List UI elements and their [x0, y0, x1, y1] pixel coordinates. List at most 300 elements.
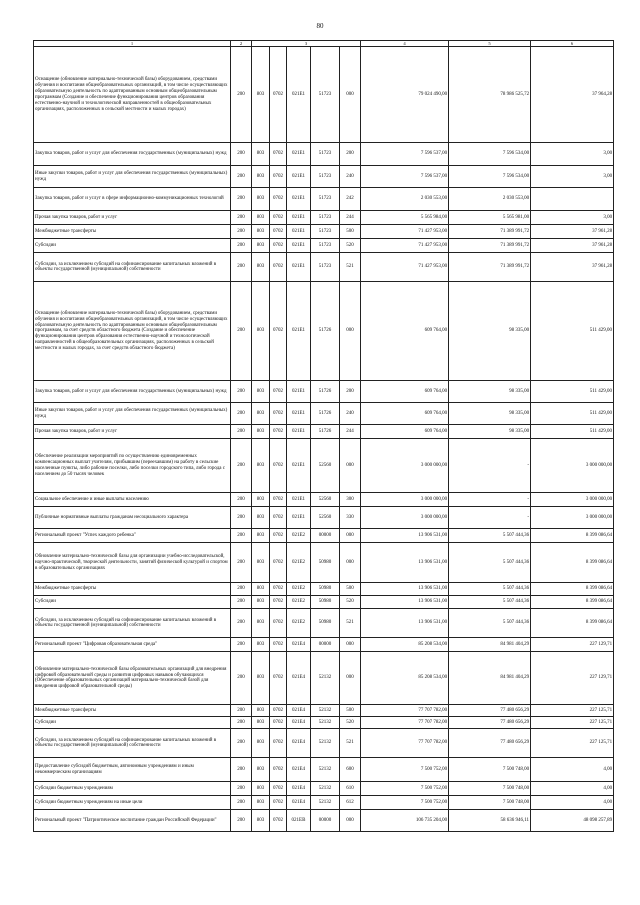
code-section: 0702	[270, 810, 287, 832]
code-department: 803	[252, 717, 270, 729]
code-section: 0702	[270, 796, 287, 810]
code-target-article: 021E4	[287, 717, 311, 729]
code-admin: 200	[231, 225, 252, 239]
amount-remaining: 8 399 086,64	[531, 583, 614, 596]
code-department: 803	[252, 810, 270, 832]
code-target-direction: 51726	[311, 425, 340, 439]
amount-executed: 5 507 444,36	[449, 583, 531, 596]
code-section: 0702	[270, 439, 287, 493]
code-target-article: 021E1	[287, 143, 311, 166]
code-section: 0702	[270, 782, 287, 796]
code-expense-type: 612	[340, 796, 361, 810]
code-target-article: 021E1	[287, 381, 311, 403]
code-section: 0702	[270, 596, 287, 609]
code-target-article: 021E1	[287, 507, 311, 529]
code-section: 0702	[270, 403, 287, 425]
code-department: 803	[252, 253, 270, 282]
row-name: Субсидии	[34, 717, 231, 729]
code-admin: 200	[231, 47, 252, 143]
code-department: 803	[252, 166, 270, 188]
row-name: Прочая закупка товаров, работ и услуг	[34, 211, 231, 225]
amount-planned: 7 596 537,00	[361, 143, 449, 166]
code-target-article: 021E2	[287, 543, 311, 583]
row-name: Межбюджетные трансферты	[34, 705, 231, 717]
amount-planned: 3 000 000,00	[361, 507, 449, 529]
code-target-direction: 50980	[311, 596, 340, 609]
code-expense-type: 520	[340, 239, 361, 253]
amount-remaining: 37 961,28	[531, 253, 614, 282]
amount-executed: 7 500 748,00	[449, 758, 531, 782]
code-admin: 200	[231, 439, 252, 493]
code-section: 0702	[270, 543, 287, 583]
table-row	[34, 758, 614, 782]
code-department: 803	[252, 425, 270, 439]
code-department: 803	[252, 439, 270, 493]
code-admin: 200	[231, 638, 252, 652]
code-target-article: 021E4	[287, 796, 311, 810]
code-admin: 200	[231, 381, 252, 403]
amount-planned: 13 906 531,00	[361, 543, 449, 583]
amount-planned: 85 208 534,00	[361, 652, 449, 705]
code-section: 0702	[270, 188, 287, 211]
column-number: 4	[361, 41, 449, 47]
code-department: 803	[252, 705, 270, 717]
code-admin: 200	[231, 796, 252, 810]
amount-planned: 13 906 531,00	[361, 609, 449, 638]
code-target-article: 021E2	[287, 596, 311, 609]
code-target-direction: 52560	[311, 493, 340, 507]
code-expense-type: 521	[340, 253, 361, 282]
code-admin: 200	[231, 543, 252, 583]
table-row	[34, 211, 614, 225]
amount-executed: 77 480 656,29	[449, 705, 531, 717]
code-department: 803	[252, 188, 270, 211]
amount-executed: -	[449, 439, 531, 493]
code-department: 803	[252, 638, 270, 652]
amount-remaining: 227 125,71	[531, 705, 614, 717]
amount-remaining: 37 961,28	[531, 225, 614, 239]
code-admin: 200	[231, 425, 252, 439]
code-expense-type: 244	[340, 425, 361, 439]
table-row	[34, 596, 614, 609]
table-row	[34, 529, 614, 543]
amount-remaining: 4,00	[531, 782, 614, 796]
amount-remaining: 3 000 000,00	[531, 439, 614, 493]
code-expense-type: 521	[340, 729, 361, 758]
code-admin: 200	[231, 188, 252, 211]
code-target-direction: 51723	[311, 166, 340, 188]
amount-remaining: 511 429,00	[531, 425, 614, 439]
code-target-article: 021E1	[287, 225, 311, 239]
amount-executed: 5 507 444,36	[449, 543, 531, 583]
code-section: 0702	[270, 282, 287, 381]
code-section: 0702	[270, 638, 287, 652]
row-name: Закупка товаров, работ и услуг для обеспечения государственных (муниципальных) нужд	[34, 381, 231, 403]
table-row	[34, 493, 614, 507]
amount-executed: 7 596 534,00	[449, 143, 531, 166]
code-target-article: 021E4	[287, 705, 311, 717]
amount-remaining	[531, 188, 614, 211]
code-section: 0702	[270, 225, 287, 239]
row-name: Закупка товаров, работ и услуг в сфере информационно-коммуникационных технологий	[34, 188, 231, 211]
code-target-direction: 51726	[311, 403, 340, 425]
row-name: Прочая закупка товаров, работ и услуг	[34, 425, 231, 439]
amount-planned: 77 707 782,00	[361, 729, 449, 758]
table-row	[34, 543, 614, 583]
amount-planned: 5 565 984,00	[361, 211, 449, 225]
code-target-direction: 00000	[311, 810, 340, 832]
amount-remaining: 8 399 086,64	[531, 543, 614, 583]
code-target-direction: 50980	[311, 543, 340, 583]
code-expense-type: 200	[340, 381, 361, 403]
row-name: Субсидии	[34, 239, 231, 253]
amount-planned: 106 735 204,00	[361, 810, 449, 832]
column-number: 1	[34, 41, 231, 47]
code-section: 0702	[270, 239, 287, 253]
code-section: 0702	[270, 166, 287, 188]
table-row	[34, 253, 614, 282]
code-department: 803	[252, 47, 270, 143]
code-expense-type: 000	[340, 529, 361, 543]
amount-remaining: 48 098 257,89	[531, 810, 614, 832]
amount-executed: 5 507 444,36	[449, 529, 531, 543]
amount-planned: 609 764,00	[361, 403, 449, 425]
row-name: Оснащение (обновление материально-технической базы) оборудованием, средствами обучения и воспитания общеобразовательных организаций, в том числе осуществляющих образовательную деятельность по адаптированным основным общеобразовательным программам, за счет средств областного бюджета (Создание и обеспечение функционирования центров образования естественно-научной и технологической направленностей в общеобразовательных организациях, расположенных в сельской местности и малых городах, за счет средств областного бюджета)	[34, 282, 231, 381]
code-section: 0702	[270, 758, 287, 782]
code-expense-type: 520	[340, 717, 361, 729]
amount-remaining: 227 125,71	[531, 717, 614, 729]
code-target-direction: 51723	[311, 188, 340, 211]
table-row	[34, 143, 614, 166]
amount-planned: 85 208 534,00	[361, 638, 449, 652]
amount-planned: 2 030 553,00	[361, 188, 449, 211]
row-name: Обеспечение реализации мероприятий по осуществлению единовременных компенсационных выплат учителям, прибывшим (переехавшим) на работу в сельские населенные пункты, либо рабочие поселки, либо поселки городского типа, либо города с населением до 50 тысяч человек	[34, 439, 231, 493]
row-name: Обновление материально-технической базы для организации учебно-исследовательской, научно-практической, творческой деятельности, занятий физической культурой и спортом в образовательных организациях	[34, 543, 231, 583]
amount-planned: 13 906 531,00	[361, 583, 449, 596]
code-admin: 200	[231, 529, 252, 543]
code-expense-type: 300	[340, 493, 361, 507]
amount-executed: 84 981 404,29	[449, 652, 531, 705]
code-expense-type: 000	[340, 810, 361, 832]
amount-executed: 98 335,00	[449, 282, 531, 381]
code-target-direction: 51723	[311, 47, 340, 143]
row-name: Иные закупки товаров, работ и услуг для обеспечения государственных (муниципальных) нужд	[34, 403, 231, 425]
amount-planned: 71 427 953,00	[361, 253, 449, 282]
amount-planned: 609 764,00	[361, 425, 449, 439]
code-department: 803	[252, 381, 270, 403]
table-row	[34, 638, 614, 652]
code-target-article: 021E1	[287, 166, 311, 188]
amount-executed: 58 636 946,11	[449, 810, 531, 832]
amount-remaining: 37 964,28	[531, 47, 614, 143]
code-target-article: 021E4	[287, 652, 311, 705]
code-section: 0702	[270, 507, 287, 529]
code-section: 0702	[270, 717, 287, 729]
amount-planned: 77 707 782,00	[361, 705, 449, 717]
code-target-article: 021E1	[287, 493, 311, 507]
code-admin: 200	[231, 758, 252, 782]
table-row	[34, 381, 614, 403]
amount-executed: 84 981 404,29	[449, 638, 531, 652]
amount-executed: 7 500 748,00	[449, 796, 531, 810]
amount-remaining: 227 125,71	[531, 729, 614, 758]
code-target-direction: 00000	[311, 638, 340, 652]
code-department: 803	[252, 225, 270, 239]
row-name: Иные закупки товаров, работ и услуг для обеспечения государственных (муниципальных) нужд	[34, 166, 231, 188]
code-department: 803	[252, 609, 270, 638]
code-admin: 200	[231, 403, 252, 425]
code-target-direction: 51723	[311, 253, 340, 282]
amount-executed: 98 335,00	[449, 403, 531, 425]
amount-planned: 71 427 953,00	[361, 225, 449, 239]
code-section: 0702	[270, 425, 287, 439]
row-name: Межбюджетные трансферты	[34, 583, 231, 596]
code-expense-type: 521	[340, 609, 361, 638]
code-department: 803	[252, 282, 270, 381]
code-expense-type: 520	[340, 596, 361, 609]
amount-remaining: 4,00	[531, 758, 614, 782]
table-row	[34, 47, 614, 143]
row-name: Региональный проект "Патриотическое воспитание граждан Российской Федерации"	[34, 810, 231, 832]
code-expense-type: 000	[340, 543, 361, 583]
code-admin: 200	[231, 253, 252, 282]
code-section: 0702	[270, 381, 287, 403]
amount-remaining: 8 399 086,64	[531, 596, 614, 609]
table-row	[34, 225, 614, 239]
code-target-direction: 52560	[311, 507, 340, 529]
code-department: 803	[252, 652, 270, 705]
code-admin: 200	[231, 652, 252, 705]
code-department: 803	[252, 493, 270, 507]
code-admin: 200	[231, 810, 252, 832]
code-admin: 200	[231, 782, 252, 796]
amount-executed: 7 500 748,00	[449, 782, 531, 796]
code-section: 0702	[270, 583, 287, 596]
amount-executed: 71 389 991,72	[449, 253, 531, 282]
code-target-article: 021E4	[287, 638, 311, 652]
page-number: 80	[316, 22, 324, 30]
code-admin: 200	[231, 609, 252, 638]
amount-planned: 13 906 531,00	[361, 529, 449, 543]
table-row	[34, 188, 614, 211]
amount-remaining: 3,00	[531, 211, 614, 225]
code-section: 0702	[270, 143, 287, 166]
code-department: 803	[252, 403, 270, 425]
amount-planned: 13 906 531,00	[361, 596, 449, 609]
code-department: 803	[252, 796, 270, 810]
code-target-article: 021E2	[287, 529, 311, 543]
code-section: 0702	[270, 253, 287, 282]
amount-planned: 3 000 000,00	[361, 439, 449, 493]
code-admin: 200	[231, 211, 252, 225]
code-target-article: 021E1	[287, 403, 311, 425]
code-target-direction: 51723	[311, 239, 340, 253]
code-expense-type: 500	[340, 583, 361, 596]
code-admin: 200	[231, 583, 252, 596]
code-expense-type: 240	[340, 166, 361, 188]
table-row	[34, 166, 614, 188]
code-admin: 200	[231, 729, 252, 758]
code-target-article: 021E4	[287, 758, 311, 782]
amount-remaining: 3 000 000,00	[531, 493, 614, 507]
amount-remaining: 3,00	[531, 143, 614, 166]
row-name: Социальное обеспечение и иные выплаты населению	[34, 493, 231, 507]
amount-executed: 5 507 444,36	[449, 609, 531, 638]
code-target-article: 021E2	[287, 609, 311, 638]
table-row	[34, 810, 614, 832]
row-name: Межбюджетные трансферты	[34, 225, 231, 239]
code-expense-type: 200	[340, 143, 361, 166]
budget-table	[33, 40, 614, 832]
table-row	[34, 583, 614, 596]
amount-planned: 7 596 537,00	[361, 166, 449, 188]
table-row	[34, 239, 614, 253]
row-name: Субсидии бюджетным учреждениям на иные цели	[34, 796, 231, 810]
amount-remaining: 37 961,28	[531, 239, 614, 253]
code-admin: 200	[231, 596, 252, 609]
code-expense-type: 244	[340, 211, 361, 225]
amount-planned: 7 500 752,00	[361, 782, 449, 796]
column-number: 3	[252, 41, 361, 47]
amount-executed: -	[449, 493, 531, 507]
code-target-direction: 52132	[311, 758, 340, 782]
code-expense-type: 610	[340, 782, 361, 796]
code-department: 803	[252, 583, 270, 596]
code-admin: 200	[231, 239, 252, 253]
table-row	[34, 705, 614, 717]
table-row	[34, 717, 614, 729]
code-admin: 200	[231, 143, 252, 166]
code-department: 803	[252, 782, 270, 796]
row-name: Субсидии, за исключением субсидий на софинансирование капитальных вложений в объекты государственной (муниципальной) собственности	[34, 729, 231, 758]
code-expense-type: 000	[340, 47, 361, 143]
table-row	[34, 782, 614, 796]
amount-planned: 609 764,00	[361, 282, 449, 381]
amount-executed: 98 335,00	[449, 425, 531, 439]
column-number: 5	[449, 41, 531, 47]
code-target-direction: 51726	[311, 381, 340, 403]
amount-planned: 77 707 782,00	[361, 717, 449, 729]
code-target-article: 021EB	[287, 810, 311, 832]
amount-executed: -	[449, 507, 531, 529]
code-admin: 200	[231, 282, 252, 381]
code-target-article: 021E1	[287, 188, 311, 211]
code-target-direction: 51723	[311, 143, 340, 166]
amount-planned: 609 764,00	[361, 381, 449, 403]
code-section: 0702	[270, 705, 287, 717]
row-name: Субсидии, за исключением субсидий на софинансирование капитальных вложений в объекты государственной (муниципальной) собственности	[34, 609, 231, 638]
amount-executed: 5 507 444,36	[449, 596, 531, 609]
code-expense-type: 000	[340, 439, 361, 493]
amount-executed: 2 030 553,00	[449, 188, 531, 211]
code-department: 803	[252, 239, 270, 253]
amount-executed: 5 565 981,00	[449, 211, 531, 225]
table-row	[34, 403, 614, 425]
code-department: 803	[252, 211, 270, 225]
amount-remaining: 511 429,00	[531, 282, 614, 381]
table-row	[34, 609, 614, 638]
amount-remaining: 511 429,00	[531, 381, 614, 403]
row-name: Предоставление субсидий бюджетным, автономным учреждениям и иным некоммерческим организациям	[34, 758, 231, 782]
amount-planned: 3 000 000,00	[361, 493, 449, 507]
row-name: Региональный проект "Успех каждого ребенка"	[34, 529, 231, 543]
code-section: 0702	[270, 47, 287, 143]
amount-remaining: 4,00	[531, 796, 614, 810]
code-target-article: 021E1	[287, 47, 311, 143]
code-admin: 200	[231, 507, 252, 529]
code-section: 0702	[270, 211, 287, 225]
amount-executed: 98 335,00	[449, 381, 531, 403]
row-name: Региональный проект "Цифровая образовательная среда"	[34, 638, 231, 652]
amount-executed: 78 986 525,72	[449, 47, 531, 143]
amount-remaining: 227 129,71	[531, 652, 614, 705]
amount-planned: 7 500 752,00	[361, 796, 449, 810]
code-section: 0702	[270, 529, 287, 543]
code-expense-type: 500	[340, 225, 361, 239]
code-admin: 200	[231, 705, 252, 717]
code-expense-type: 600	[340, 758, 361, 782]
table-row	[34, 439, 614, 493]
code-target-article: 021E2	[287, 583, 311, 596]
code-expense-type: 000	[340, 638, 361, 652]
column-number: 6	[531, 41, 614, 47]
amount-remaining: 8 399 086,64	[531, 529, 614, 543]
code-admin: 200	[231, 493, 252, 507]
code-target-article: 021E1	[287, 425, 311, 439]
amount-remaining: 3 000 000,00	[531, 507, 614, 529]
code-target-article: 021E1	[287, 211, 311, 225]
amount-planned: 71 427 953,00	[361, 239, 449, 253]
code-section: 0702	[270, 609, 287, 638]
row-name: Закупка товаров, работ и услуг для обеспечения государственных (муниципальных) нужд	[34, 143, 231, 166]
amount-executed: 77 480 656,29	[449, 729, 531, 758]
code-target-direction: 52560	[311, 439, 340, 493]
amount-remaining: 227 129,71	[531, 638, 614, 652]
code-target-direction: 00000	[311, 529, 340, 543]
amount-executed: 71 389 991,72	[449, 225, 531, 239]
code-admin: 200	[231, 166, 252, 188]
row-name: Оснащение (обновление материально-технической базы) оборудованием, средствами обучения и воспитания общеобразовательных организаций, в том числе осуществляющих образовательную деятельность по адаптированным основным общеобразовательным программам (Создание и обеспечение функционирования центров образования естественно-научной и технологической направленностей в общеобразовательных организациях, расположенных в сельской местности и малых городах)	[34, 47, 231, 143]
code-department: 803	[252, 507, 270, 529]
amount-remaining: 511 429,00	[531, 403, 614, 425]
code-target-article: 021E1	[287, 439, 311, 493]
code-target-article: 021E1	[287, 282, 311, 381]
code-target-article: 021E4	[287, 729, 311, 758]
amount-planned: 79 024 490,00	[361, 47, 449, 143]
code-expense-type: 330	[340, 507, 361, 529]
row-name: Субсидии, за исключением субсидий на софинансирование капитальных вложений в объекты государственной (муниципальной) собственности	[34, 253, 231, 282]
code-target-direction: 51723	[311, 211, 340, 225]
row-name: Публичные нормативные выплаты гражданам несоциального характера	[34, 507, 231, 529]
code-target-direction: 52132	[311, 705, 340, 717]
code-section: 0702	[270, 652, 287, 705]
code-target-direction: 50980	[311, 583, 340, 596]
code-target-direction: 52132	[311, 782, 340, 796]
code-target-article: 021E1	[287, 253, 311, 282]
code-expense-type: 000	[340, 282, 361, 381]
amount-remaining: 8 399 086,64	[531, 609, 614, 638]
table-row	[34, 652, 614, 705]
code-target-direction: 52132	[311, 729, 340, 758]
code-expense-type: 240	[340, 403, 361, 425]
table-body	[34, 47, 614, 832]
code-target-direction: 51726	[311, 282, 340, 381]
table-row	[34, 796, 614, 810]
amount-executed: 71 389 991,72	[449, 239, 531, 253]
amount-executed: 77 480 656,29	[449, 717, 531, 729]
row-name: Субсидии бюджетным учреждениям	[34, 782, 231, 796]
code-admin: 200	[231, 717, 252, 729]
